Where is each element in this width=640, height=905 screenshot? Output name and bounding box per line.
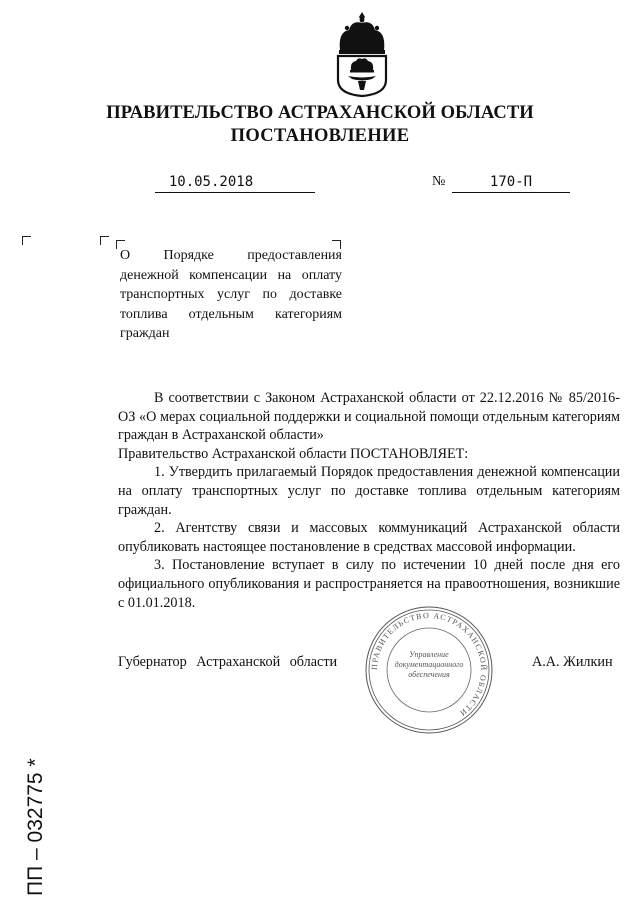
- government-name: ПРАВИТЕЛЬСТВО АСТРАХАНСКОЙ ОБЛАСТИ: [106, 103, 534, 123]
- official-stamp: [363, 604, 495, 736]
- paragraph-item-2: 2. Агентству связи и массовых коммуникаций Астраханской области опубликовать настоящее постановление в средствах массовой информации.: [118, 520, 620, 555]
- document-date: 10.05.2018: [168, 174, 254, 190]
- date-underline: [155, 192, 315, 193]
- document-body: [118, 389, 620, 612]
- signatory-position: Губернатор Астраханской области: [118, 654, 338, 670]
- corner-mark-left: [22, 236, 31, 245]
- paragraph-resolution: Правительство Астраханской области ПОСТАНОВЛЯЕТ:: [118, 445, 469, 462]
- number-underline: [452, 192, 570, 193]
- paragraph-item-3: 3. Постановление вступает в силу по истечении 10 дней после дня его официального опубликования и распространяется на правоотношения, возникшие с 01.01.2018.: [118, 557, 620, 611]
- paragraph-preamble: В соответствии с Законом Астраханской области от 22.12.2016 № 85/2016-ОЗ «О мерах социальной поддержки и социальной помощи отдельным категориям граждан в Астраханской области»: [118, 390, 620, 444]
- corner-mark-mid: [100, 236, 109, 245]
- document-number: 170-П: [489, 174, 533, 190]
- side-serial-number: [12, 700, 52, 900]
- number-label: №: [432, 174, 446, 189]
- side-serial-text: ПП – 032775 *: [24, 758, 47, 896]
- signatory-name: А.А. Жилкин: [532, 654, 613, 670]
- stamp-center-text: Управление документационного обеспечения: [394, 650, 464, 679]
- paragraph-item-1: 1. Утвердить прилагаемый Порядок предоставления денежной компенсации на оплату транспортных услуг по доставке топлива отдельным категориям граждан.: [118, 464, 620, 518]
- document-type: ПОСТАНОВЛЕНИЕ: [230, 126, 410, 146]
- document-title: О Порядке предоставления денежной компенсации на оплату транспортных услуг по доставке топлива отдельным категориям граждан: [120, 248, 342, 341]
- coat-of-arms-emblem: [334, 10, 390, 98]
- stamp-ring-text: ПРАВИТЕЛЬСТВО АСТРАХАНСКОЙ ОБЛАСТИ: [369, 610, 489, 719]
